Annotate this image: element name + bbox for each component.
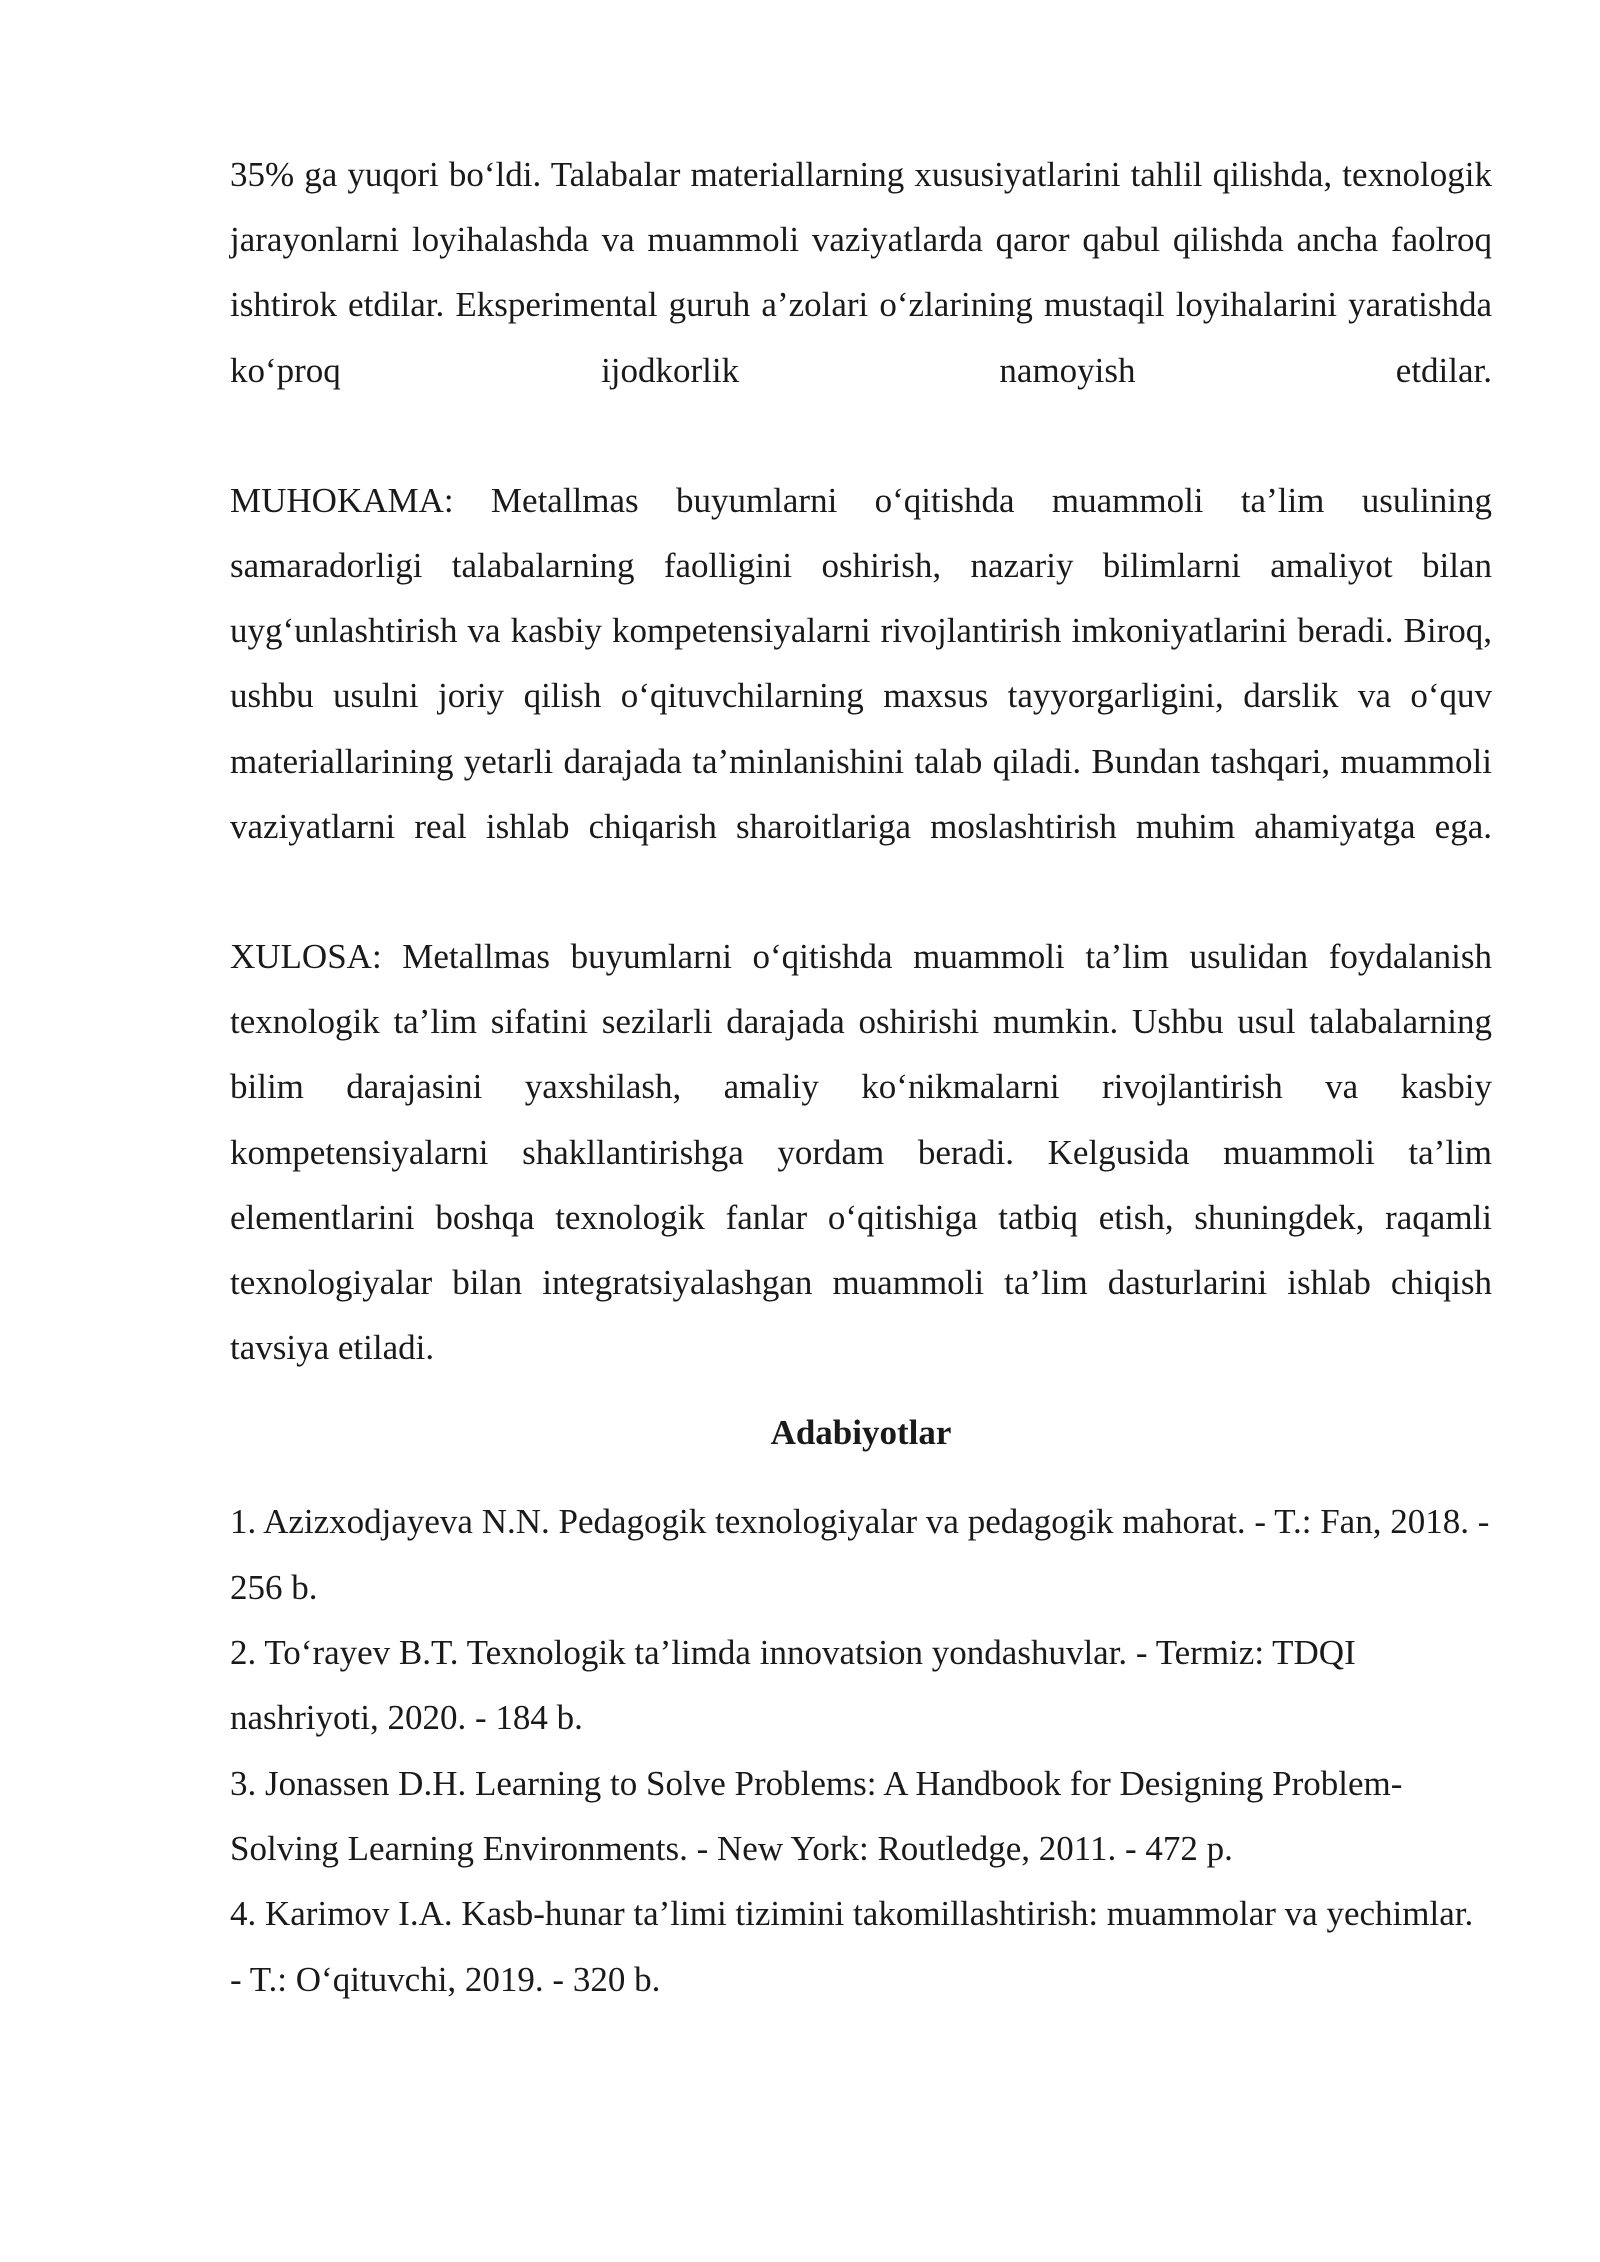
references-heading: Adabiyotlar xyxy=(770,1413,952,1453)
paragraph-gap xyxy=(230,859,1492,924)
reference-item: 3. Jonassen D.H. Learning to Solve Problems: A Handbook for Designing Problem-Solving Learning Environments. - New York: Routledge, 2011. - 472 p. xyxy=(230,1763,1403,1868)
conclusion-paragraph: XULOSA: Metallmas buyumlarni o‘qitishda muammoli ta’lim usulidan foydalanish texnologik ta’lim sifatini sezilarli darajada oshirishi mumkin. Ushbu usul talabalarning bilim darajasini yaxshilash, amaliy ko‘nikmalarni rivojlantirish va kasbiy kompetensiyalarni shakllantirishga yordam beradi. Kelgusida muammoli ta’lim elementlarini boshqa texnologik fanlar o‘qitishiga tatbiq etish, shuningdek, raqamli texnologiyalar bilan integratsiyalashgan muammoli ta’lim dasturlarini ishlab chiqish tavsiya etiladi. xyxy=(230,937,1492,1368)
results-paragraph: 35% ga yuqori bo‘ldi. Talabalar materiallarning xususiyatlarini tahlil qilishda, texnologik jarayonlarni loyihalashda va muammoli vaziyatlarda qaror qabul qilishda ancha faolroq ishtirok etdilar. Eksperimental guruh a’zolari o‘zlarining mustaqil loyihalarini yaratishda ko‘proq ijodkorlik namoyish etdilar. xyxy=(230,155,1492,390)
reference-item: 4. Karimov I.A. Kasb-hunar ta’limi tizimini takomillashtirish: muammolar va yechimlar. - T.: O‘qituvchi, 2019. - 320 b. xyxy=(230,1894,1474,1999)
references-list xyxy=(230,1489,1492,2011)
document-page xyxy=(230,142,1492,2012)
paragraph-gap xyxy=(230,403,1492,468)
reference-item: 1. Azizxodjayeva N.N. Pedagogik texnologiyalar va pedagogik mahorat. - T.: Fan, 2018. - 256 b. xyxy=(230,1502,1490,1607)
discussion-paragraph: MUHOKAMA: Metallmas buyumlarni o‘qitishda muammoli ta’lim usulining samaradorligi talabalarning faolligini oshirish, nazariy bilimlarni amaliyot bilan uyg‘unlashtirish va kasbiy kompetensiyalarni rivojlantirish imkoniyatlarini beradi. Biroq, ushbu usulni joriy qilish o‘qituvchilarning maxsus tayyorgarligini, darslik va o‘quv materiallarining yetarli darajada ta’minlanishini talab qiladi. Bundan tashqari, muammoli vaziyatlarni real ishlab chiqarish sharoitlariga moslashtirish muhim ahamiyatga ega. xyxy=(230,480,1492,846)
reference-item: 2. To‘rayev B.T. Texnologik ta’limda innovatsion yondashuvlar. - Termiz: TDQI nashriyoti, 2020. - 184 b. xyxy=(230,1633,1356,1738)
